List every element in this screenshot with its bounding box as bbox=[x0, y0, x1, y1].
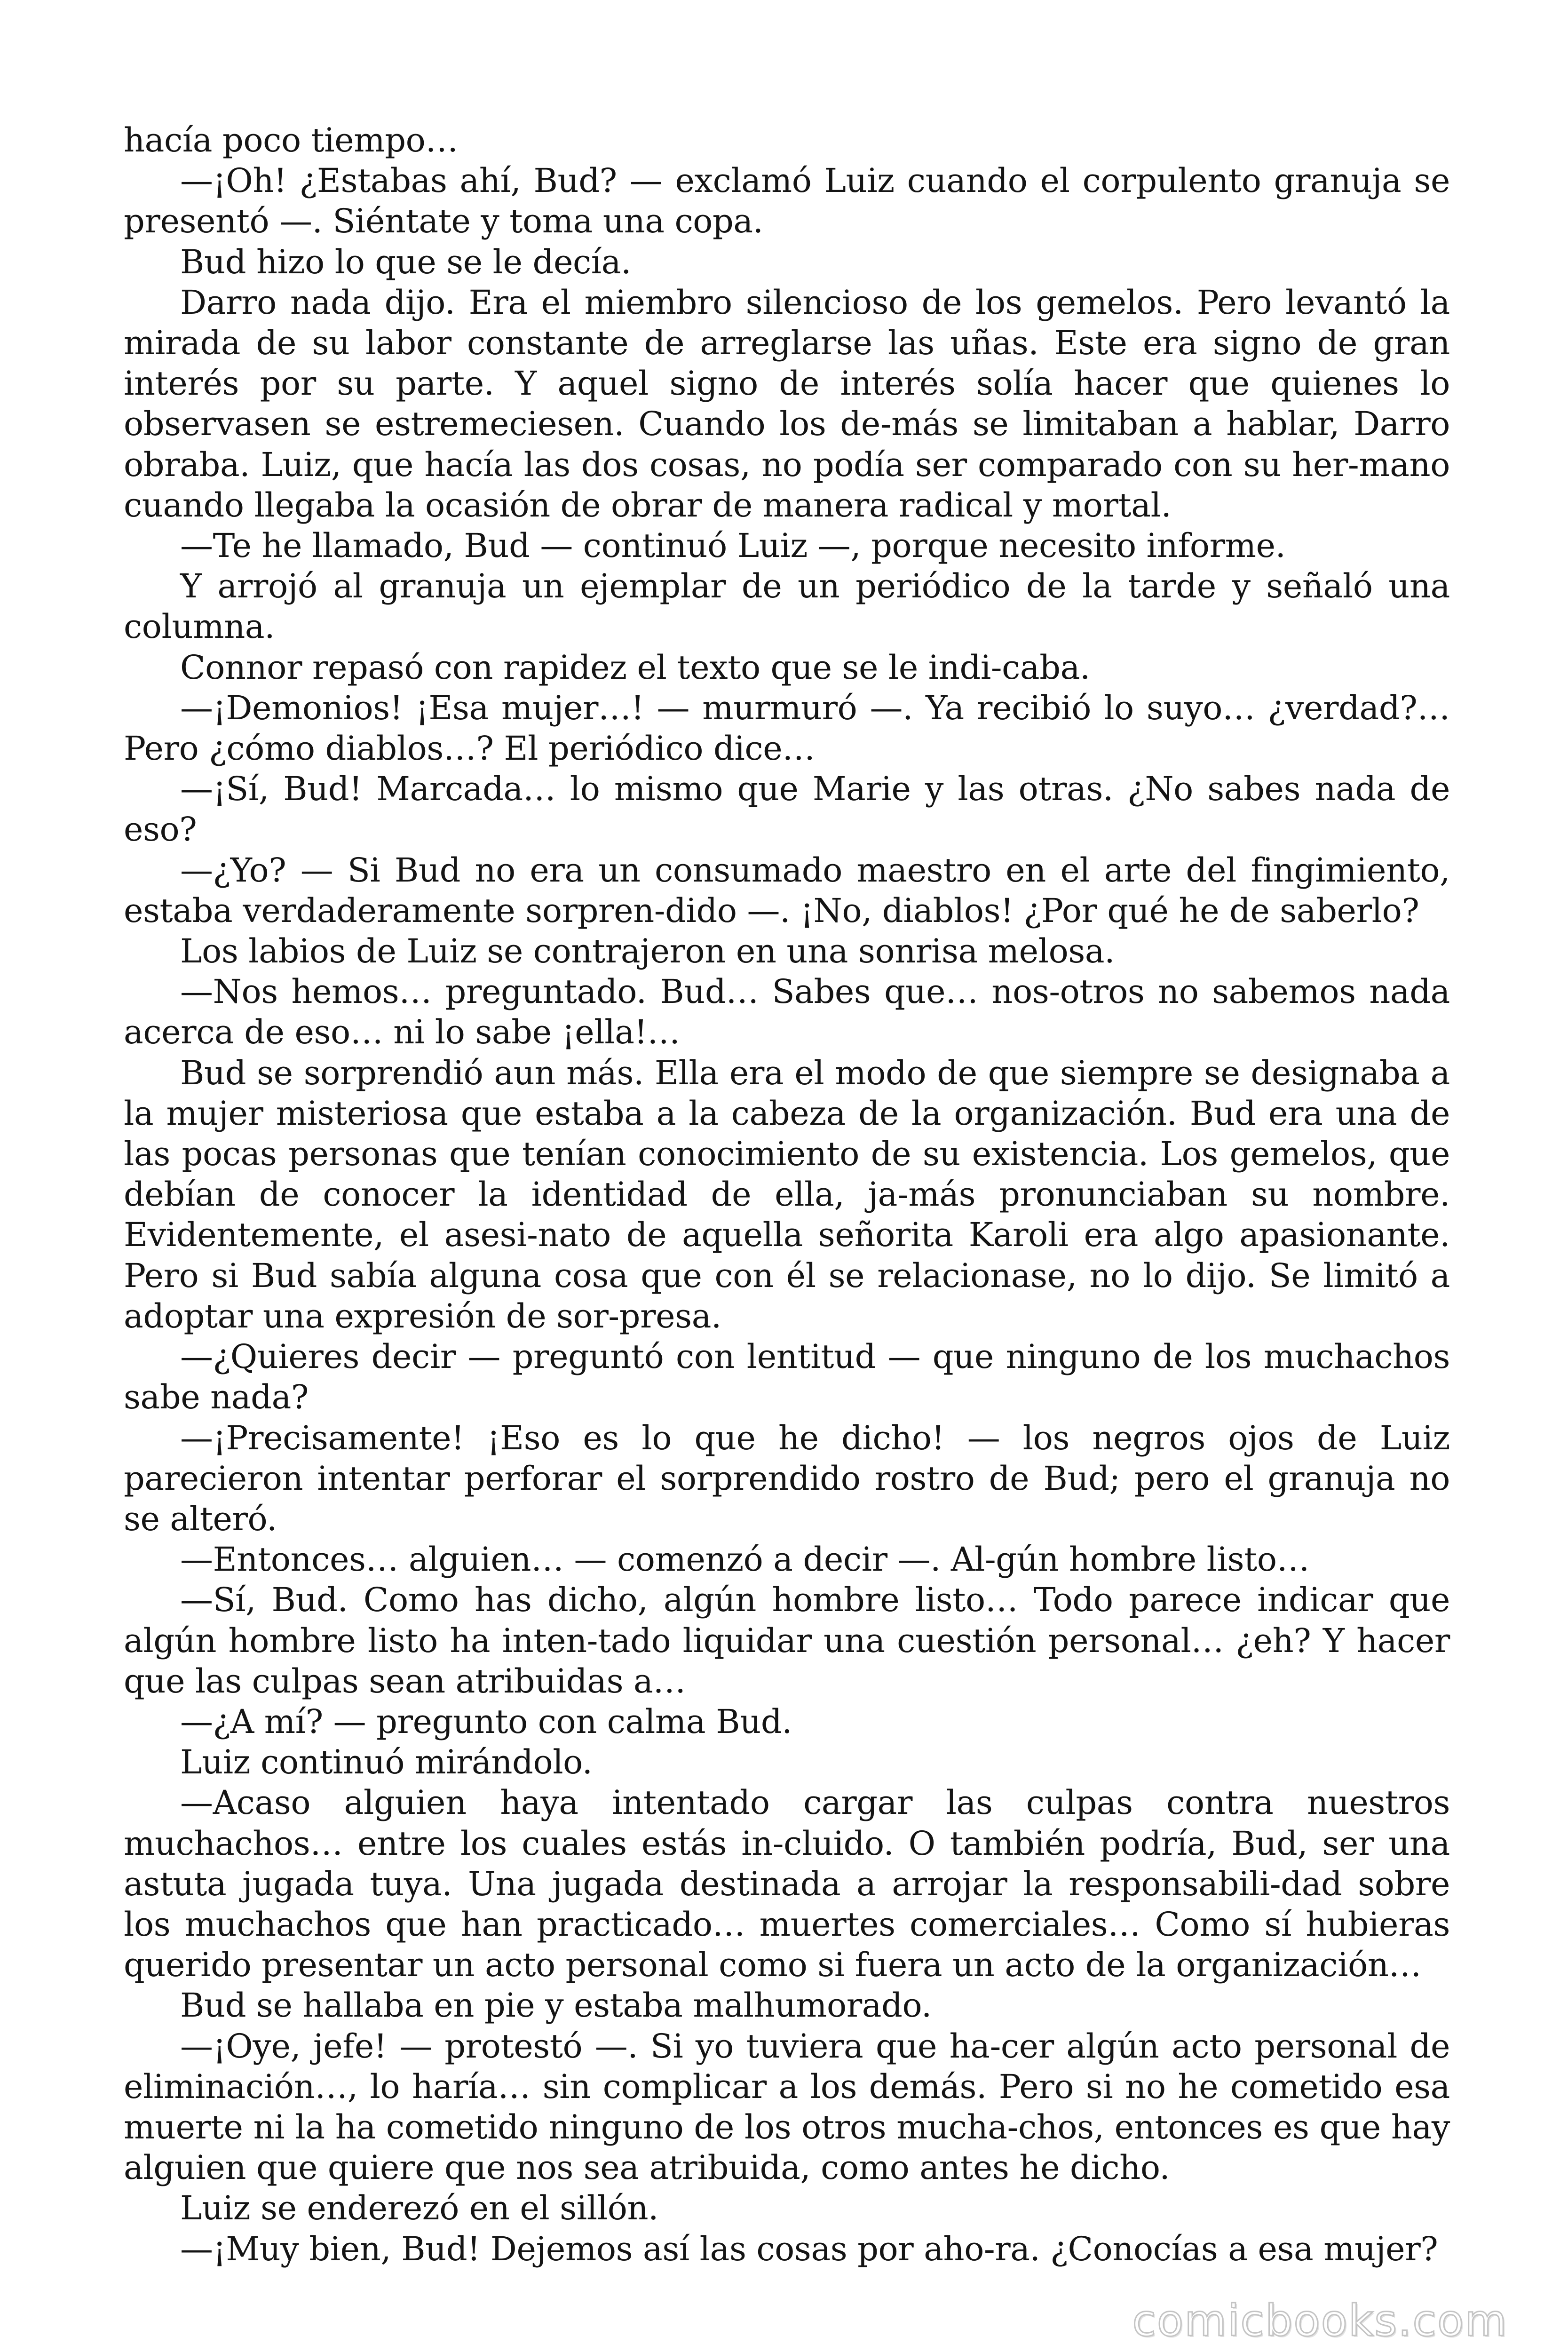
paragraph: —Te he llamado, Bud — continuó Luiz —, porque necesito informe. bbox=[180, 526, 1286, 565]
paragraph: Bud hizo lo que se le decía. bbox=[180, 242, 631, 281]
paragraph: —¡Sí, Bud! Marcada… lo mismo que Marie y las otras. ¿No sabes nada de eso? bbox=[124, 770, 1450, 849]
paragraph: —Nos hemos… preguntado. Bud… Sabes que… nos-otros no sabemos nada acerca de eso… ni lo sabe ¡ella!… bbox=[124, 972, 1450, 1052]
paragraph: Darro nada dijo. Era el miembro silencioso de los gemelos. Pero levantó la mirada de su labor constante de arreglarse las uñas. Este era signo de gran interés por su parte. Y aquel signo de interés solía hacer que quienes lo observasen se estremeciesen. Cuando los de-más se limitaban a hablar, Darro obraba. Luiz, que hacía las dos cosas, no podía ser comparado con su her-mano cuando llegaba la ocasión de obrar de manera radical y mortal. bbox=[124, 283, 1450, 524]
body-text bbox=[124, 120, 1450, 2269]
paragraph: —¡Muy bien, Bud! Dejemos así las cosas por aho-ra. ¿Conocías a esa mujer? bbox=[180, 2229, 1438, 2268]
paragraph: —¿A mí? — pregunto con calma Bud. bbox=[180, 1702, 792, 1741]
paragraph: —¿Quieres decir — preguntó con lentitud — que ninguno de los muchachos sabe nada? bbox=[124, 1337, 1450, 1417]
paragraph: —¡Demonios! ¡Esa mujer…! — murmuró —. Ya recibió lo suyo… ¿verdad?… Pero ¿cómo diablos…? El periódico dice… bbox=[124, 688, 1450, 768]
watermark: comicbooks.com bbox=[1132, 2296, 1508, 2346]
paragraph: Connor repasó con rapidez el texto que se le indi-caba. bbox=[180, 648, 1090, 687]
paragraph: —¿Yo? — Si Bud no era un consumado maestro en el arte del fingimiento, estaba verdaderamente sorpren-dido —. ¡No, diablos! ¿Por qué he de saberlo? bbox=[124, 850, 1450, 930]
paragraph: Y arrojó al granuja un ejemplar de un periódico de la tarde y señaló una columna. bbox=[124, 567, 1450, 646]
paragraph: Luiz continuó mirándolo. bbox=[180, 1743, 593, 1782]
paragraph: Los labios de Luiz se contrajeron en una sonrisa melosa. bbox=[180, 932, 1115, 971]
paragraph: —¡Oh! ¿Estabas ahí, Bud? — exclamó Luiz cuando el corpulento granuja se presentó —. Siéntate y toma una copa. bbox=[124, 161, 1450, 241]
paragraph: Bud se hallaba en pie y estaba malhumorado. bbox=[180, 1986, 932, 2025]
paragraph: —¡Oye, jefe! — protestó —. Si yo tuviera que ha-cer algún acto personal de eliminación…, lo haría… sin complicar a los demás. Pero si no he cometido esa muerte ni la ha cometido ninguno de los otros mucha-chos, entonces es que hay alguien que quiere que nos sea atribuida, como antes he dicho. bbox=[124, 2026, 1450, 2187]
paragraph: —¡Precisamente! ¡Eso es lo que he dicho! — los negros ojos de Luiz parecieron intentar perforar el sorprendido rostro de Bud; pero el granuja no se alteró. bbox=[124, 1418, 1450, 1538]
paragraph: Luiz se enderezó en el sillón. bbox=[180, 2189, 658, 2228]
paragraph: —Sí, Bud. Como has dicho, algún hombre listo… Todo parece indicar que algún hombre listo ha inten-tado liquidar una cuestión personal… ¿eh? Y hacer que las culpas sean atribuidas a… bbox=[124, 1581, 1450, 1700]
paragraph: hacía poco tiempo… bbox=[124, 121, 459, 159]
paragraph: —Acaso alguien haya intentado cargar las culpas contra nuestros muchachos… entre los cuales estás in-cluido. O también podría, Bud, ser una astuta jugada tuya. Una jugada destinada a arrojar la responsabili-dad sobre los muchachos que han practicado… muertes comerciales… Como sí hubieras querido presentar un acto personal como si fuera un acto de la organización… bbox=[124, 1783, 1450, 1985]
paragraph: —Entonces… alguien… — comenzó a decir —. Al-gún hombre listo… bbox=[180, 1540, 1310, 1579]
paragraph: Bud se sorprendió aun más. Ella era el modo de que siempre se designaba a la mujer misteriosa que estaba a la cabeza de la organización. Bud era una de las pocas personas que tenían conocimiento de su existencia. Los gemelos, que debían de conocer la identidad de ella, ja-más pronunciaban su nombre. Evidentemente, el asesi-nato de aquella señorita Karoli era algo apasionante. Pero si Bud sabía alguna cosa que con él se relacionase, no lo dijo. Se limitó a adoptar una expresión de sor-presa. bbox=[124, 1053, 1450, 1335]
